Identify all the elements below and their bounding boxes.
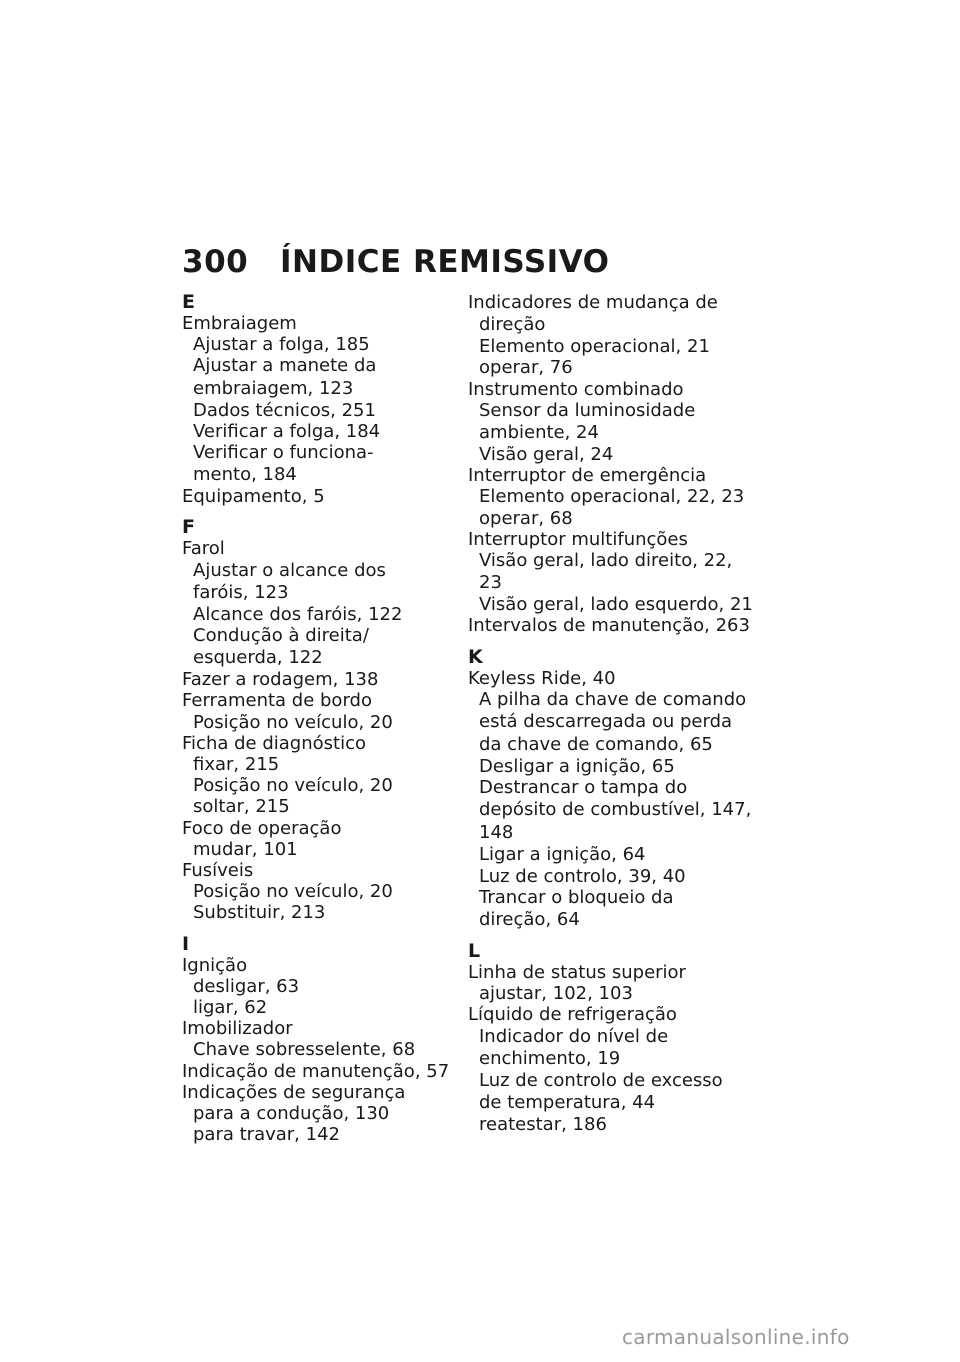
index-subentry-continuation: ambiente, 24 [479, 422, 599, 444]
index-entry: Keyless Ride, 40 [468, 667, 616, 689]
index-subentry: Alcance dos faróis, 122 [193, 603, 403, 625]
index-entry: Equipamento, 5 [182, 486, 325, 508]
index-entry: Interruptor multifunções [468, 528, 688, 550]
index-subentry-continuation: embraiagem, 123 [193, 377, 354, 399]
index-subentry: Indicador do nível de [479, 1025, 669, 1047]
index-subentry-continuation: direção [479, 314, 546, 336]
section-letter: E [182, 291, 195, 313]
index-subentry: Posição no veículo, 20 [193, 881, 393, 903]
page-number: 300 [182, 244, 249, 280]
section-gap [468, 637, 758, 647]
index-entry: Interruptor de emergência [468, 465, 707, 487]
index-column-right [468, 292, 758, 1135]
index-subentry: Desligar a ignição, 65 [479, 756, 675, 778]
index-subentry: reatestar, 186 [479, 1114, 607, 1136]
index-subentry: ajustar, 102, 103 [479, 983, 633, 1005]
index-subentry: operar, 76 [479, 357, 573, 379]
section-gap [182, 924, 472, 934]
index-subentry: Ligar a ignição, 64 [479, 844, 646, 866]
index-subentry: desligar, 63 [193, 975, 300, 997]
index-subentry: operar, 68 [479, 507, 573, 529]
index-subentry: Verificar o funciona- [193, 442, 374, 464]
index-subentry: para travar, 142 [193, 1124, 340, 1146]
index-subentry: Elemento operacional, 21 [479, 336, 710, 358]
index-subentry: Condução à direita/ [193, 625, 369, 647]
section-gap [468, 931, 758, 941]
section-gap [182, 507, 472, 517]
section-letter: I [182, 932, 190, 955]
index-subentry: Trancar o bloqueio da [479, 886, 674, 908]
index-subentry-continuation: esquerda, 122 [193, 647, 323, 669]
index-subentry: Luz de controlo de excesso [479, 1069, 723, 1091]
index-subentry: Chave sobresselente, 68 [193, 1039, 416, 1061]
index-subentry: Destrancar o tampa do [479, 777, 688, 799]
index-entry: Fazer a rodagem, 138 [182, 669, 379, 691]
index-subentry: Luz de controlo, 39, 40 [479, 865, 686, 887]
index-title: ÍNDICE REMISSIVO [280, 244, 610, 280]
index-subentry: Verificar a folga, 184 [193, 420, 381, 442]
index-entry: Foco de operação [182, 817, 342, 839]
index-entry: Ficha de diagnóstico [182, 732, 366, 754]
index-subentry: Posição no veículo, 20 [193, 711, 393, 733]
index-subentry: Elemento operacional, 22, 23 [479, 486, 745, 508]
section-letter: L [468, 940, 481, 963]
index-subentry: Visão geral, lado esquerdo, 21 [479, 594, 753, 616]
index-subentry-continuation: está descarregada ou perda [479, 711, 733, 733]
index-subentry: soltar, 215 [193, 796, 290, 818]
watermark: carmanualsonline.info [622, 1325, 850, 1349]
index-subentry-continuation: mento, 184 [193, 464, 297, 486]
index-entry: Ignição [182, 954, 248, 976]
page-title [182, 244, 610, 280]
index-entry: Indicação de manutenção, 57 [182, 1060, 450, 1082]
index-subentry: Sensor da luminosidade [479, 399, 696, 421]
index-entry: Indicadores de mudança de [468, 292, 718, 313]
index-subentry: A pilha da chave de comando [479, 688, 747, 710]
index-subentry-continuation: depósito de combustível, 147, [479, 799, 752, 821]
index-subentry: Visão geral, lado direito, 22, [479, 550, 733, 572]
index-subentry-continuation: 148 [479, 822, 514, 844]
index-subentry: Posição no veículo, 20 [193, 775, 393, 797]
index-entry: Líquido de refrigeração [468, 1004, 677, 1026]
index-entry: Intervalos de manutenção, 263 [468, 615, 750, 637]
index-subentry: ligar, 62 [193, 997, 268, 1019]
index-entry: Ferramenta de bordo [182, 690, 372, 712]
index-subentry-continuation: de temperatura, 44 [479, 1092, 656, 1114]
index-subentry: mudar, 101 [193, 838, 298, 860]
index-entry: Embraiagem [182, 313, 297, 334]
index-subentry-continuation: da chave de comando, 65 [479, 734, 713, 756]
index-subentry: Ajustar a folga, 185 [193, 334, 370, 356]
index-subentry-continuation: 23 [479, 572, 502, 594]
index-subentry: Visão geral, 24 [479, 444, 614, 466]
index-entry: Farol [182, 538, 225, 560]
index-subentry-continuation: faróis, 123 [193, 581, 289, 603]
index-entry: Instrumento combinado [468, 378, 684, 400]
index-subentry: para a condução, 130 [193, 1103, 390, 1125]
index-entry: Imobilizador [182, 1018, 293, 1040]
section-letter: K [468, 645, 483, 668]
index-subentry: Ajustar a manete da [193, 355, 377, 377]
index-subentry: Dados técnicos, 251 [193, 399, 376, 421]
index-entry: Indicações de segurança [182, 1081, 406, 1103]
index-subentry: Substituir, 213 [193, 902, 326, 924]
index-subentry: Ajustar o alcance dos [193, 559, 386, 581]
index-subentry: fixar, 215 [193, 754, 280, 776]
index-column-left [182, 292, 472, 1146]
index-subentry-continuation: enchimento, 19 [479, 1047, 621, 1069]
section-letter: F [182, 516, 195, 539]
index-subentry-continuation: direção, 64 [479, 909, 580, 931]
index-entry: Fusíveis [182, 860, 254, 882]
index-entry: Linha de status superior [468, 962, 686, 984]
